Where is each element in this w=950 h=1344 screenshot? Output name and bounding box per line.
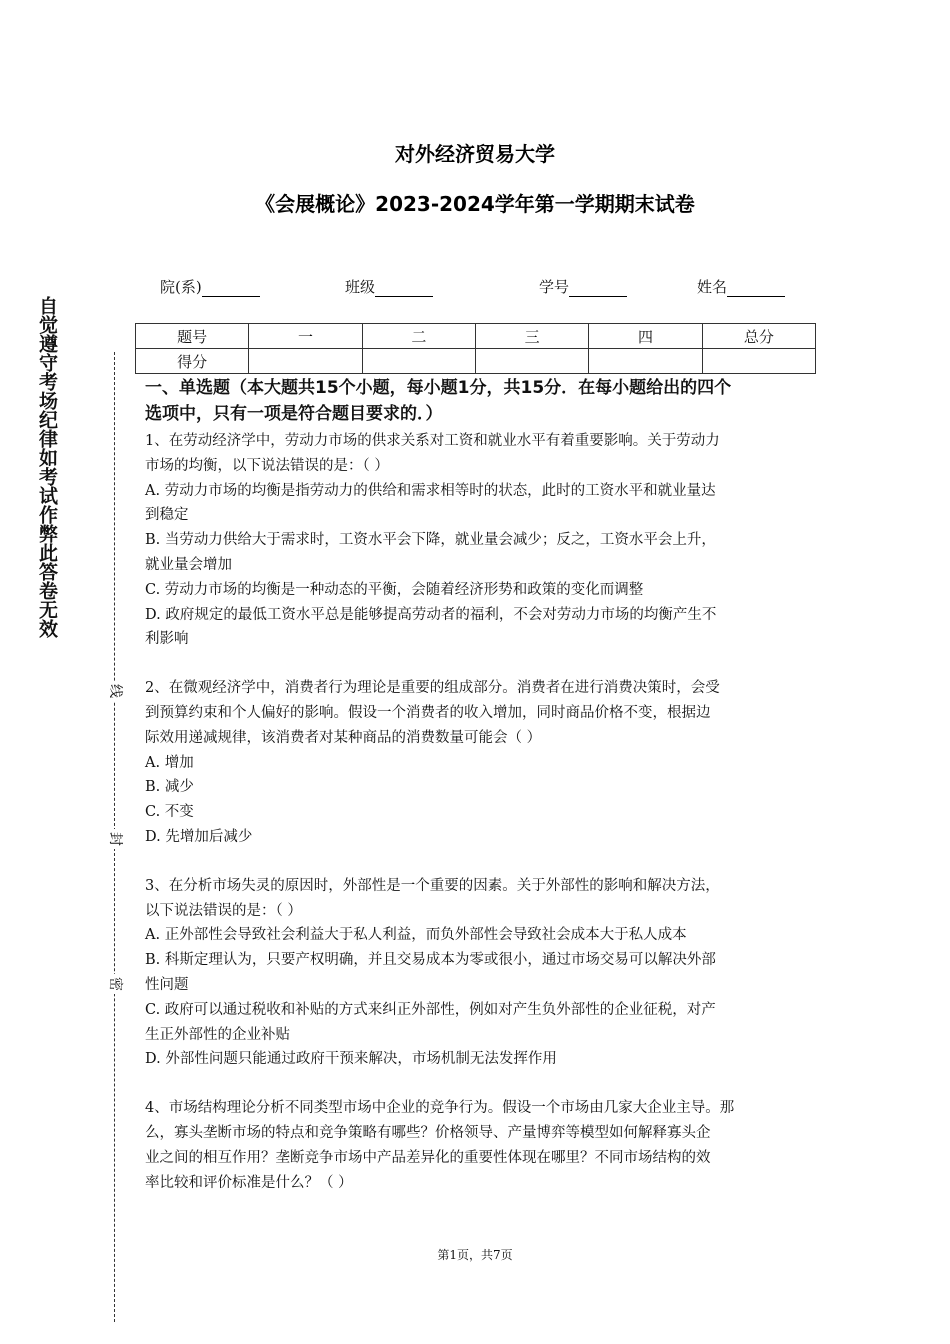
option-c-cont: 生正外部性的企业补贴 [145, 1026, 290, 1043]
question-text-line: 4、市场结构理论分析不同类型市场中企业的竞争行为。假设一个市场由几家大企业主导。那 [145, 1100, 735, 1117]
question-text-line: 市场的均衡，以下说法错误的是：（ ） [145, 457, 389, 474]
score-entry-cell[interactable] [702, 349, 815, 374]
exam-discipline-warning: 自觉遵守考场纪律如考试作弊此答卷无效 [36, 296, 58, 638]
question-text-line: 以下说法错误的是：（ ） [145, 902, 302, 919]
question-text-line: 际效用递减规律，该消费者对某种商品的消费数量可能会（ ） [145, 729, 542, 746]
score-table-cell: 一 [249, 324, 362, 349]
department-label: 院(系) [160, 278, 202, 296]
exam-content [145, 375, 813, 1195]
question-text-line: 业之间的相互作用？垄断竞争市场中产品差异化的重要性体现在哪里？不同市场结构的效 [145, 1149, 711, 1166]
question-text-line: 3、在分析市场失灵的原因时，外部性是一个重要的因素。关于外部性的影响和解决方法， [145, 877, 720, 894]
score-entry-cell[interactable] [249, 349, 362, 374]
student-id-field [539, 276, 627, 297]
section-heading-line: 一、单选题（本大题共15个小题，每小题1分，共15分．在每小题给出的四个 [145, 378, 732, 398]
score-table-cell: 题号 [136, 324, 249, 349]
student-id-blank[interactable] [569, 280, 627, 297]
option-d: D. 外部性问题只能通过政府干预来解决，市场机制无法发挥作用 [145, 1051, 557, 1068]
score-entry-cell[interactable] [475, 349, 588, 374]
binding-mark-secret: 密 [106, 974, 124, 994]
exam-university-title: 对外经济贸易大学 [395, 142, 555, 166]
option-b-cont: 就业量会增加 [145, 556, 232, 573]
name-field [697, 276, 785, 297]
name-label: 姓名 [697, 278, 728, 296]
option-d: D. 政府规定的最低工资水平总是能够提高劳动者的福利，不会对劳动力市场的均衡产生不 [145, 606, 717, 623]
section-heading-line: 选项中，只有一项是符合题目要求的．） [145, 404, 443, 424]
class-blank[interactable] [375, 280, 433, 297]
option-b: B. 科斯定理认为，只要产权明确，并且交易成本为零或很小，通过市场交易可以解决外部 [145, 952, 716, 969]
option-d: D. 先增加后减少 [145, 828, 253, 845]
name-blank[interactable] [727, 280, 785, 297]
option-b-cont: 性问题 [145, 976, 189, 993]
question-3 [145, 874, 813, 1072]
question-text-line: 率比较和评价标准是什么？（ ） [145, 1174, 353, 1191]
option-c: C. 不变 [145, 804, 194, 821]
option-c: C. 政府可以通过税收和补贴的方式来纠正外部性，例如对产生负外部性的企业征税，对产 [145, 1001, 716, 1018]
option-a-cont: 到稳定 [145, 507, 189, 524]
exam-course-title: 《会展概论》2023-2024学年第一学期期末试卷 [255, 192, 695, 216]
binding-mark-line: 线 [106, 681, 124, 701]
score-entry-cell[interactable] [362, 349, 475, 374]
option-d-cont: 利影响 [145, 631, 189, 648]
option-a: A. 劳动力市场的均衡是指劳动力的供给和需求相等时的状态，此时的工资水平和就业量达 [145, 482, 716, 499]
class-label: 班级 [345, 278, 376, 296]
option-a: A. 增加 [145, 754, 194, 771]
score-table-cell: 四 [589, 324, 702, 349]
score-table-cell: 总分 [702, 324, 815, 349]
score-table-cell: 得分 [136, 349, 249, 374]
option-b: B. 当劳动力供给大于需求时，工资水平会下降，就业量会减少；反之，工资水平会上升， [145, 532, 716, 549]
department-blank[interactable] [202, 280, 260, 297]
option-b: B. 减少 [145, 779, 194, 796]
option-c: C. 劳动力市场的均衡是一种动态的平衡，会随着经济形势和政策的变化而调整 [145, 581, 644, 598]
section-heading [145, 375, 813, 427]
question-4 [145, 1096, 813, 1195]
question-text-line: 1、在劳动经济学中，劳动力市场的供求关系对工资和就业水平有着重要影响。关于劳动力 [145, 433, 720, 449]
option-a: A. 正外部性会导致社会利益大于私人利益，而负外部性会导致社会成本大于私人成本 [145, 927, 687, 944]
score-table-header-row [136, 324, 816, 349]
department-field [160, 276, 260, 297]
class-field [345, 276, 433, 297]
binding-mark-seal: 封 [106, 829, 124, 849]
question-text-line: 2、在微观经济学中，消费者行为理论是重要的组成部分。消费者在进行消费决策时，会受 [145, 680, 720, 697]
question-text-line: 么，寡头垄断市场的特点和竞争策略有哪些？价格领导、产量博弈等模型如何解释寡头企 [145, 1124, 711, 1141]
score-table [135, 323, 816, 374]
question-2 [145, 676, 813, 850]
score-table-cell: 三 [475, 324, 588, 349]
score-table-score-row [136, 349, 816, 374]
score-table-cell: 二 [362, 324, 475, 349]
student-id-label: 学号 [539, 278, 570, 296]
question-text-line: 到预算约束和个人偏好的影响。假设一个消费者的收入增加，同时商品价格不变，根据边 [145, 704, 711, 721]
question-1 [145, 429, 813, 652]
score-entry-cell[interactable] [589, 349, 702, 374]
page-number: 第1页，共7页 [437, 1248, 513, 1262]
